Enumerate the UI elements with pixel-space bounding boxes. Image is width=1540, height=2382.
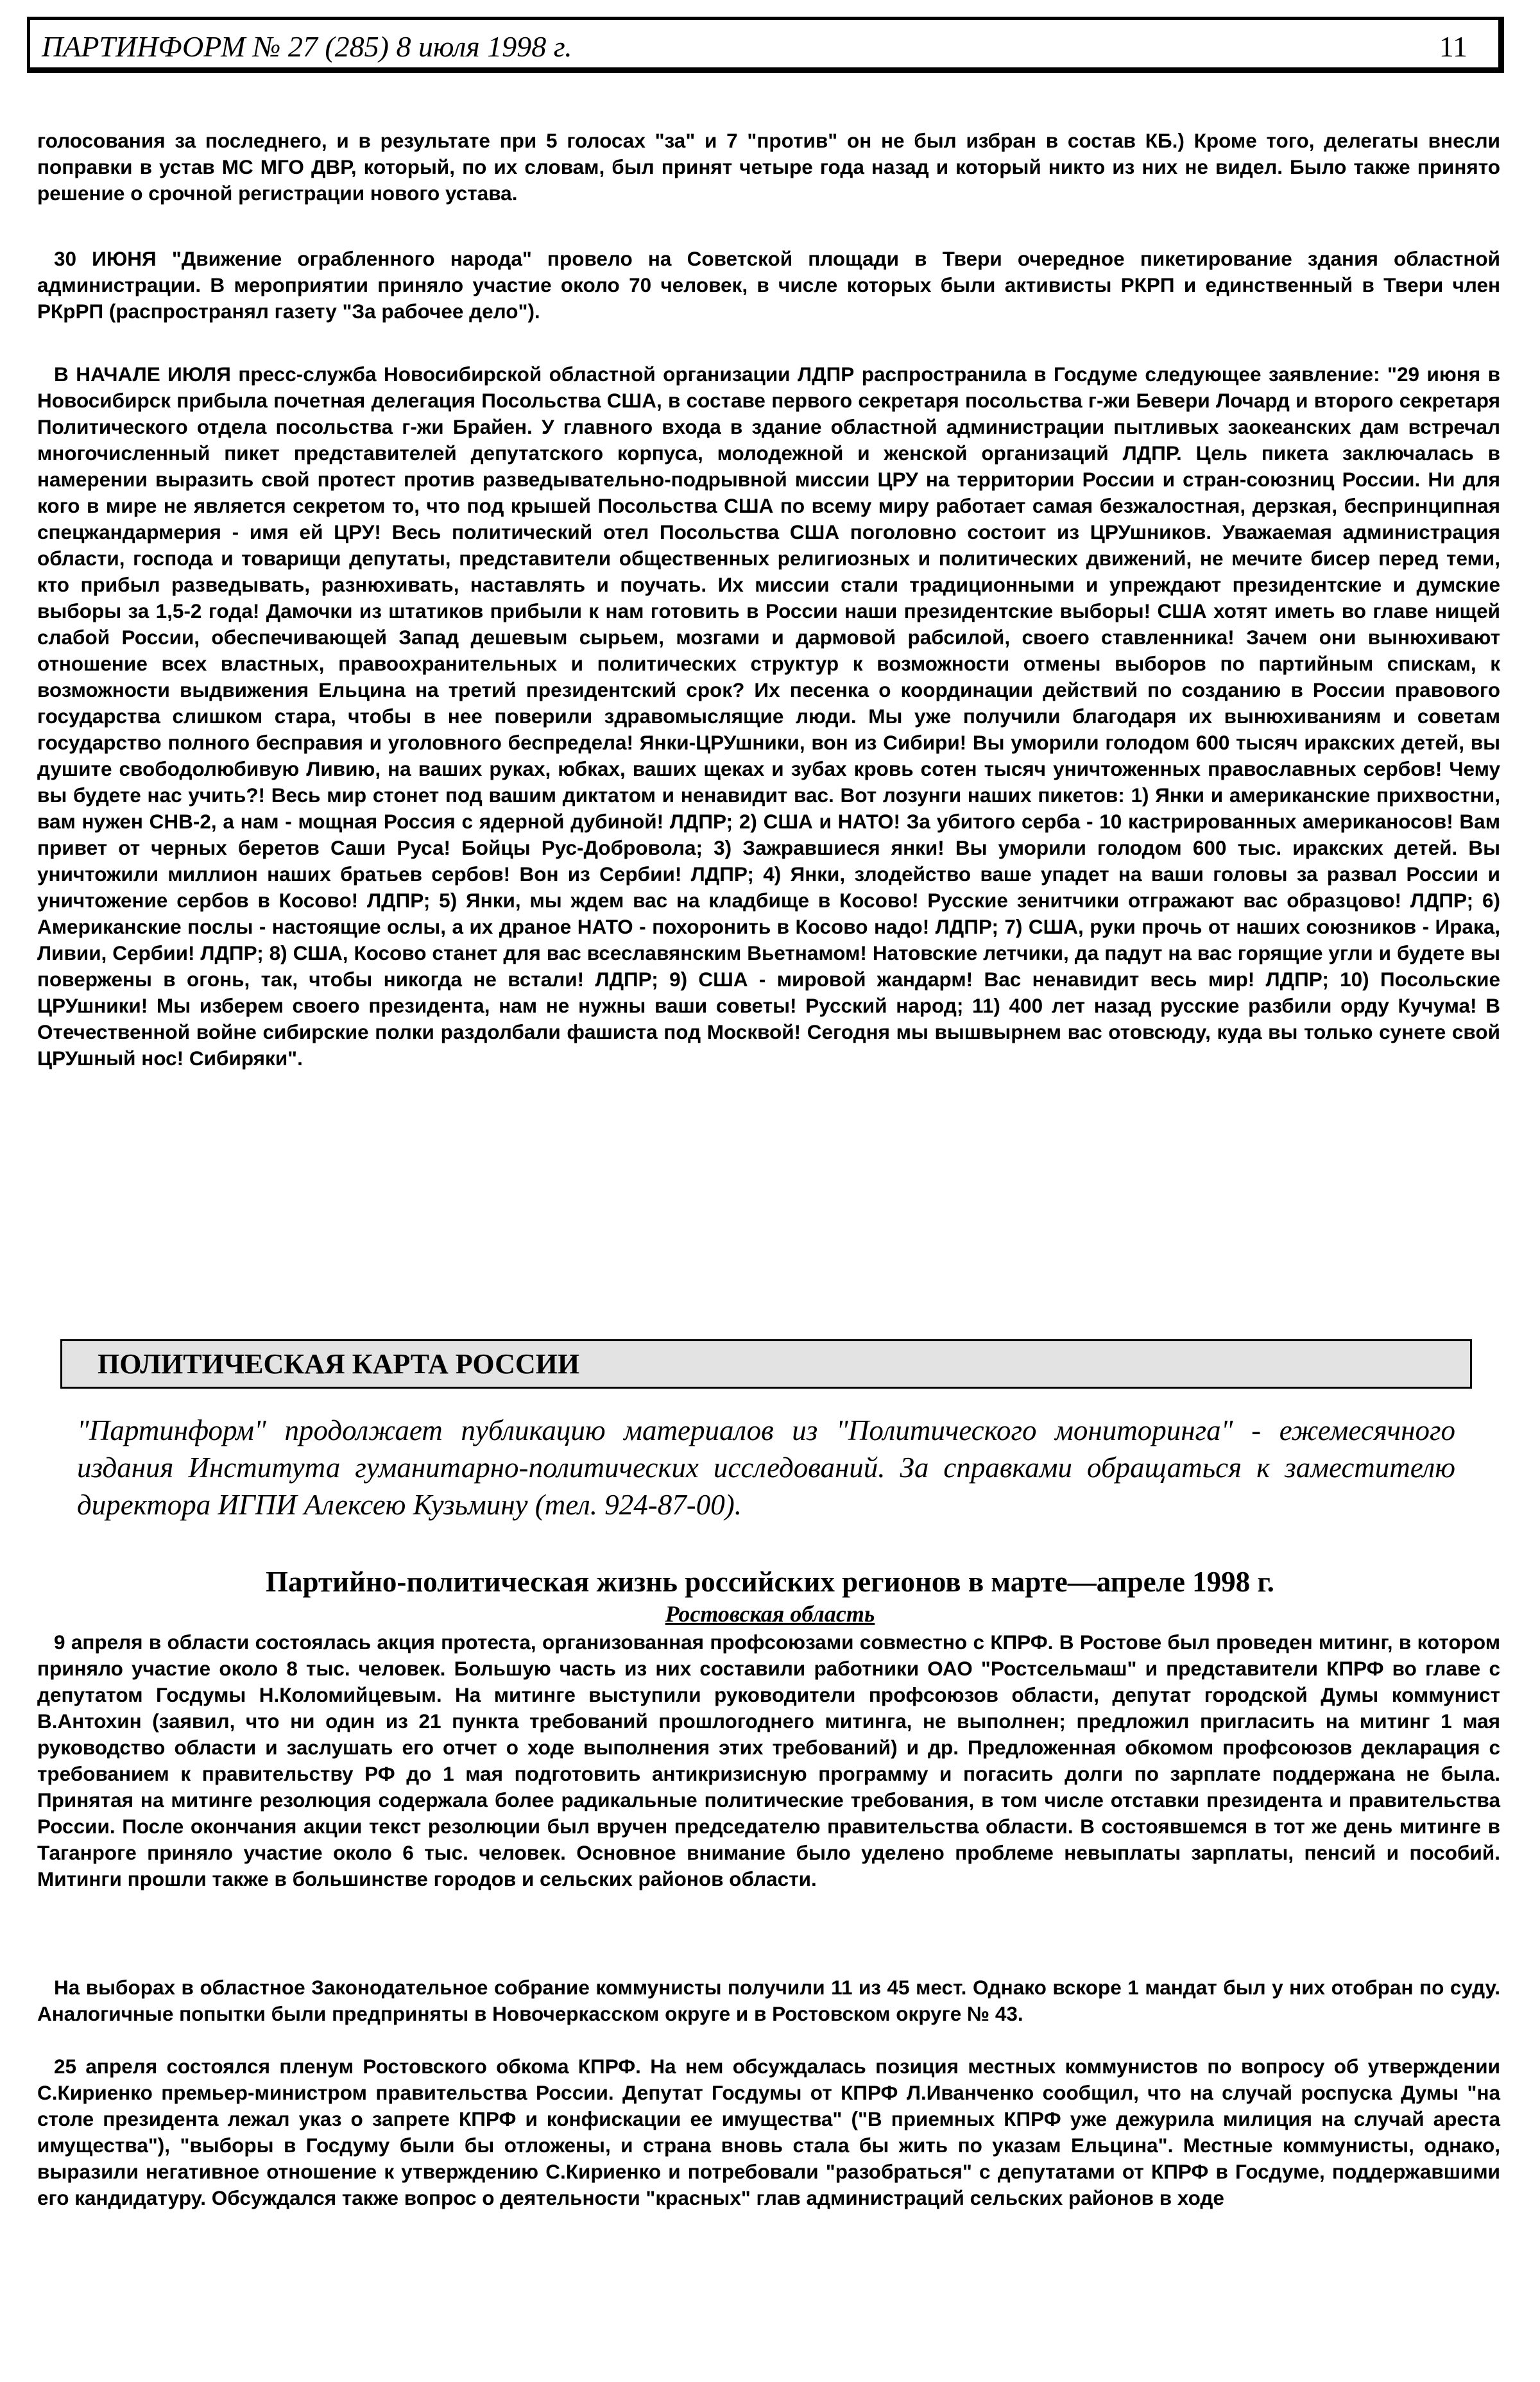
paragraph-april-25-plenum: 25 апреля состоялся пленум Ростовского обкома КПРФ. На нем обсуждалась позиция местных коммунистов по вопросу об утверждении С.Кириенко премьер-министром правительства России. Депутат Госдумы от КПРФ Л.Иванченко сообщил, что на случай роспуска Думы "на столе президента лежал указ о запрете КПРФ и конфискации ее имущества" ("В приемных КПРФ уже дежурила милиция на случай ареста имущества"), "выборы в Госдуму были бы отложены, и страна вновь стала бы жить по указам Ельцина". Местные коммунисты, однако, выразили негативное отношение к утверждению С.Кириенко и потребовали "разобраться" с депутатами от КПРФ в Госдуме, поддержавшими его кандидатуру. Обсуждался также вопрос о деятельности "красных" глав администраций сельских районов в ходе bbox=[37, 2055, 1500, 2209]
paragraph-ldpr-statement: В НАЧАЛЕ ИЮЛЯ пресс-служба Новосибирской областной организации ЛДПР распространила в Госдуме следующее заявление: "29 июня в Новосибирск прибыла почетная делегация Посольства США, в составе первого секретаря посольства г-жи Бевери Лочард и второго секретаря Политического отдела посольства г-жи Брайен. У главного входа в здание областной администрации пытливых заокеанских дам встречал многочисленный пикет представителей депутатского корпуса, молодежной и женской организаций ЛДПР. Цель пикета заключалась в намерении выразить свой протест против разведывательно-подрывной миссии ЦРУ на территории России и стран-союзниц России. Ни для кого в мире не является секретом то, что под крышей Посольства США по всему миру работает самая безжалостная, дерзкая, беспринципная спецжандармерия - имя ей ЦРУ! Весь политический отел Посольства США поголовно состоит из ЦРУшников. Уважаемая администрация области, господа и товарищи депутаты, представители общественных религиозных и политических движений, не мечите бисер перед теми, кто прибыл разведывать, разнюхивать, наставлять и поучать. Их миссии стали традиционными и упреждают президентские и думские выборы за 1,5-2 года! Дамочки из штатиков прибыли к нам готовить в России наши президентские выборы! США хотят иметь во главе нищей слабой России, обеспечивающей Запад дешевым сырьем, мозгами и дармовой рабсилой, своего ставленника! Зачем они вынюхивают отношение всех властных, правоохранительных и политических структур к возможности отмены выборов по партийным спискам, к возможности выдвижения Ельцина на третий президентский срок? Их песенка о координации действий по созданию в России правового государства слишком стара, чтобы в нее поверили здравомыслящие люди. Мы уже получили благодаря их вынюхиваниям и советам государство полного бесправия и уголовного беспредела! Янки-ЦРУшники, вон из Сибири! Вы уморили голодом 600 тысяч иракских детей, вы душите свободолюбивую Ливию, на ваших руках, юбках, ваших щеках и зубах кровь сотен тысяч уничтоженных православных сербов! Чему вы будете нас учить?! Весь мир стонет под вашим диктатом и ненавидит вас. Вот лозунги наших пикетов: 1) Янки и американские прихвостни, вам нужен СНВ-2, а нам - мощная Россия с ядерной дубиной! ЛДПР; 2) США и НАТО! За убитого серба - 10 кастрированных американосов! Вам привет от черных беретов Саши Руса! Бойцы Рус-Добровола; 3) Зажравшиеся янки! Вы уморили голодом 600 тыс. иракских детей. Вы уничтожили миллион наших братьев сербов! Вон из Сербии! ЛДПР; 4) Янки, злодейство ваше упадет на ваши головы за развал России и уничтожение сербов в Косово! ЛДПР; 5) Янки, мы ждем вас на кладбище в Косово! Русские зенитчики отгражают вас образцово! ЛДПР; 6) Американские послы - настоящие ослы, а их драное НАТО - похоронить в Косово надо! ЛДПР; 7) США, руки прочь от наших союзников - Ирака, Ливии, Сербии! ЛДПР; 8) США, Косово станет для вас всеславянским Вьетнамом! Натовские летчики, да падут на вас горящие угли и будете вы повержены в огонь, так, чтобы никогда не встали! ЛДПР; 9) США - мировой жандарм! Вас ненавидит весь мир! ЛДПР; 10) Посольские ЦРУшники! Мы изберем своего президента, нам не нужны ваши советы! Русский народ; 11) 400 лет назад русские разбили орду Кучума! В Отечественной войне сибирские полки раздолбали фашиста под Москвой! Сегодня мы вышвырнем вас отовсюду, куда вы только сунете свой ЦРУшный нос! Сибиряки". bbox=[37, 363, 1500, 1070]
section-header bbox=[60, 1339, 1472, 1389]
section-title: ПОЛИТИЧЕСКАЯ КАРТА РОССИИ bbox=[98, 1348, 580, 1380]
section-intro: "Партинформ" продолжает публикацию материалов из "Политического мониторинга" - ежемесячного издания Института гуманитарно-политических исследований. За справками обращаться к заместителю директора ИГПИ Алексею Кузьмину (тел. 924-87-00). bbox=[77, 1414, 1455, 1521]
page-number: 11 bbox=[1439, 30, 1467, 63]
paragraph-kb-vote: голосования за последнего, и в результате при 5 голосах "за" и 7 "против" он не был избран в состав КБ.) Кроме того, делегаты внесли поправки в устав МС МГО ДВР, который, по их словам, был принят четыре года назад и который никто из них не видел. Было также принято решение о срочной регистрации нового устава. bbox=[37, 129, 1500, 205]
article-title: Партийно-политическая жизнь российских регионов в марте—апреле 1998 г. bbox=[266, 1566, 1274, 1598]
paragraph-elections: На выборах в областное Законодательное собрание коммунисты получили 11 из 45 мест. Однако вскоре 1 мандат был у них отобран по суду. Аналогичные попытки были предприняты в Новочеркасском округе и в Ростовском округе № 43. bbox=[37, 1976, 1500, 2025]
paragraph-april-9-protest: 9 апреля в области состоялась акция протеста, организованная профсоюзами совместно с КПРФ. В Ростове был проведен митинг, в котором приняло участие около 8 тыс. человек. Большую часть из них составили работники ОАО "Ростсельмаш" и представители КПРФ во главе с депутатом Госдумы Н.Коломийцевым. На митинге выступили руководители профсоюзов области, депутат городской Думы коммунист В.Антохин (заявил, что ни один из 21 пункта требований прошлогоднего митинга, не выполнен; предложил пригласить на митинг 1 мая руководство области и заслушать его отчет о ходе выполнения этих требований) и др. Предложенная обкомом профсоюзов декларация с требованием к правительству РФ до 1 мая подготовить антикризисную программу и погасить долги по зарплате поддержана не была. Принятая на митинге резолюция содержала более радикальные политические требования, в том числе отставки президента и правительства России. После окончания акции текст резолюции был вручен председателю правительства области. В состоявшемся в тот же день митинге в Таганроге приняло участие около 6 тыс. человек. Основное внимание было уделено проблеме невыплаты зарплаты, пенсий и пособий. Митинги прошли также в большинстве городов и сельских районов области. bbox=[37, 1631, 1500, 1890]
page-header bbox=[27, 17, 1504, 73]
publication-title: ПАРТИНФОРМ № 27 (285) 8 июля 1998 г. bbox=[42, 30, 572, 63]
paragraph-tver-picket: 30 ИЮНЯ "Движение ограбленного народа" провело на Советской площади в Твери очередное пикетирование здания областной администрации. В мероприятии приняло участие около 70 человек, в числе которых были активисты РКРП и единственный в Твери член РКрРП (распространял газету "За рабочее дело"). bbox=[37, 247, 1500, 323]
region-title: Ростовская область bbox=[665, 1601, 875, 1627]
